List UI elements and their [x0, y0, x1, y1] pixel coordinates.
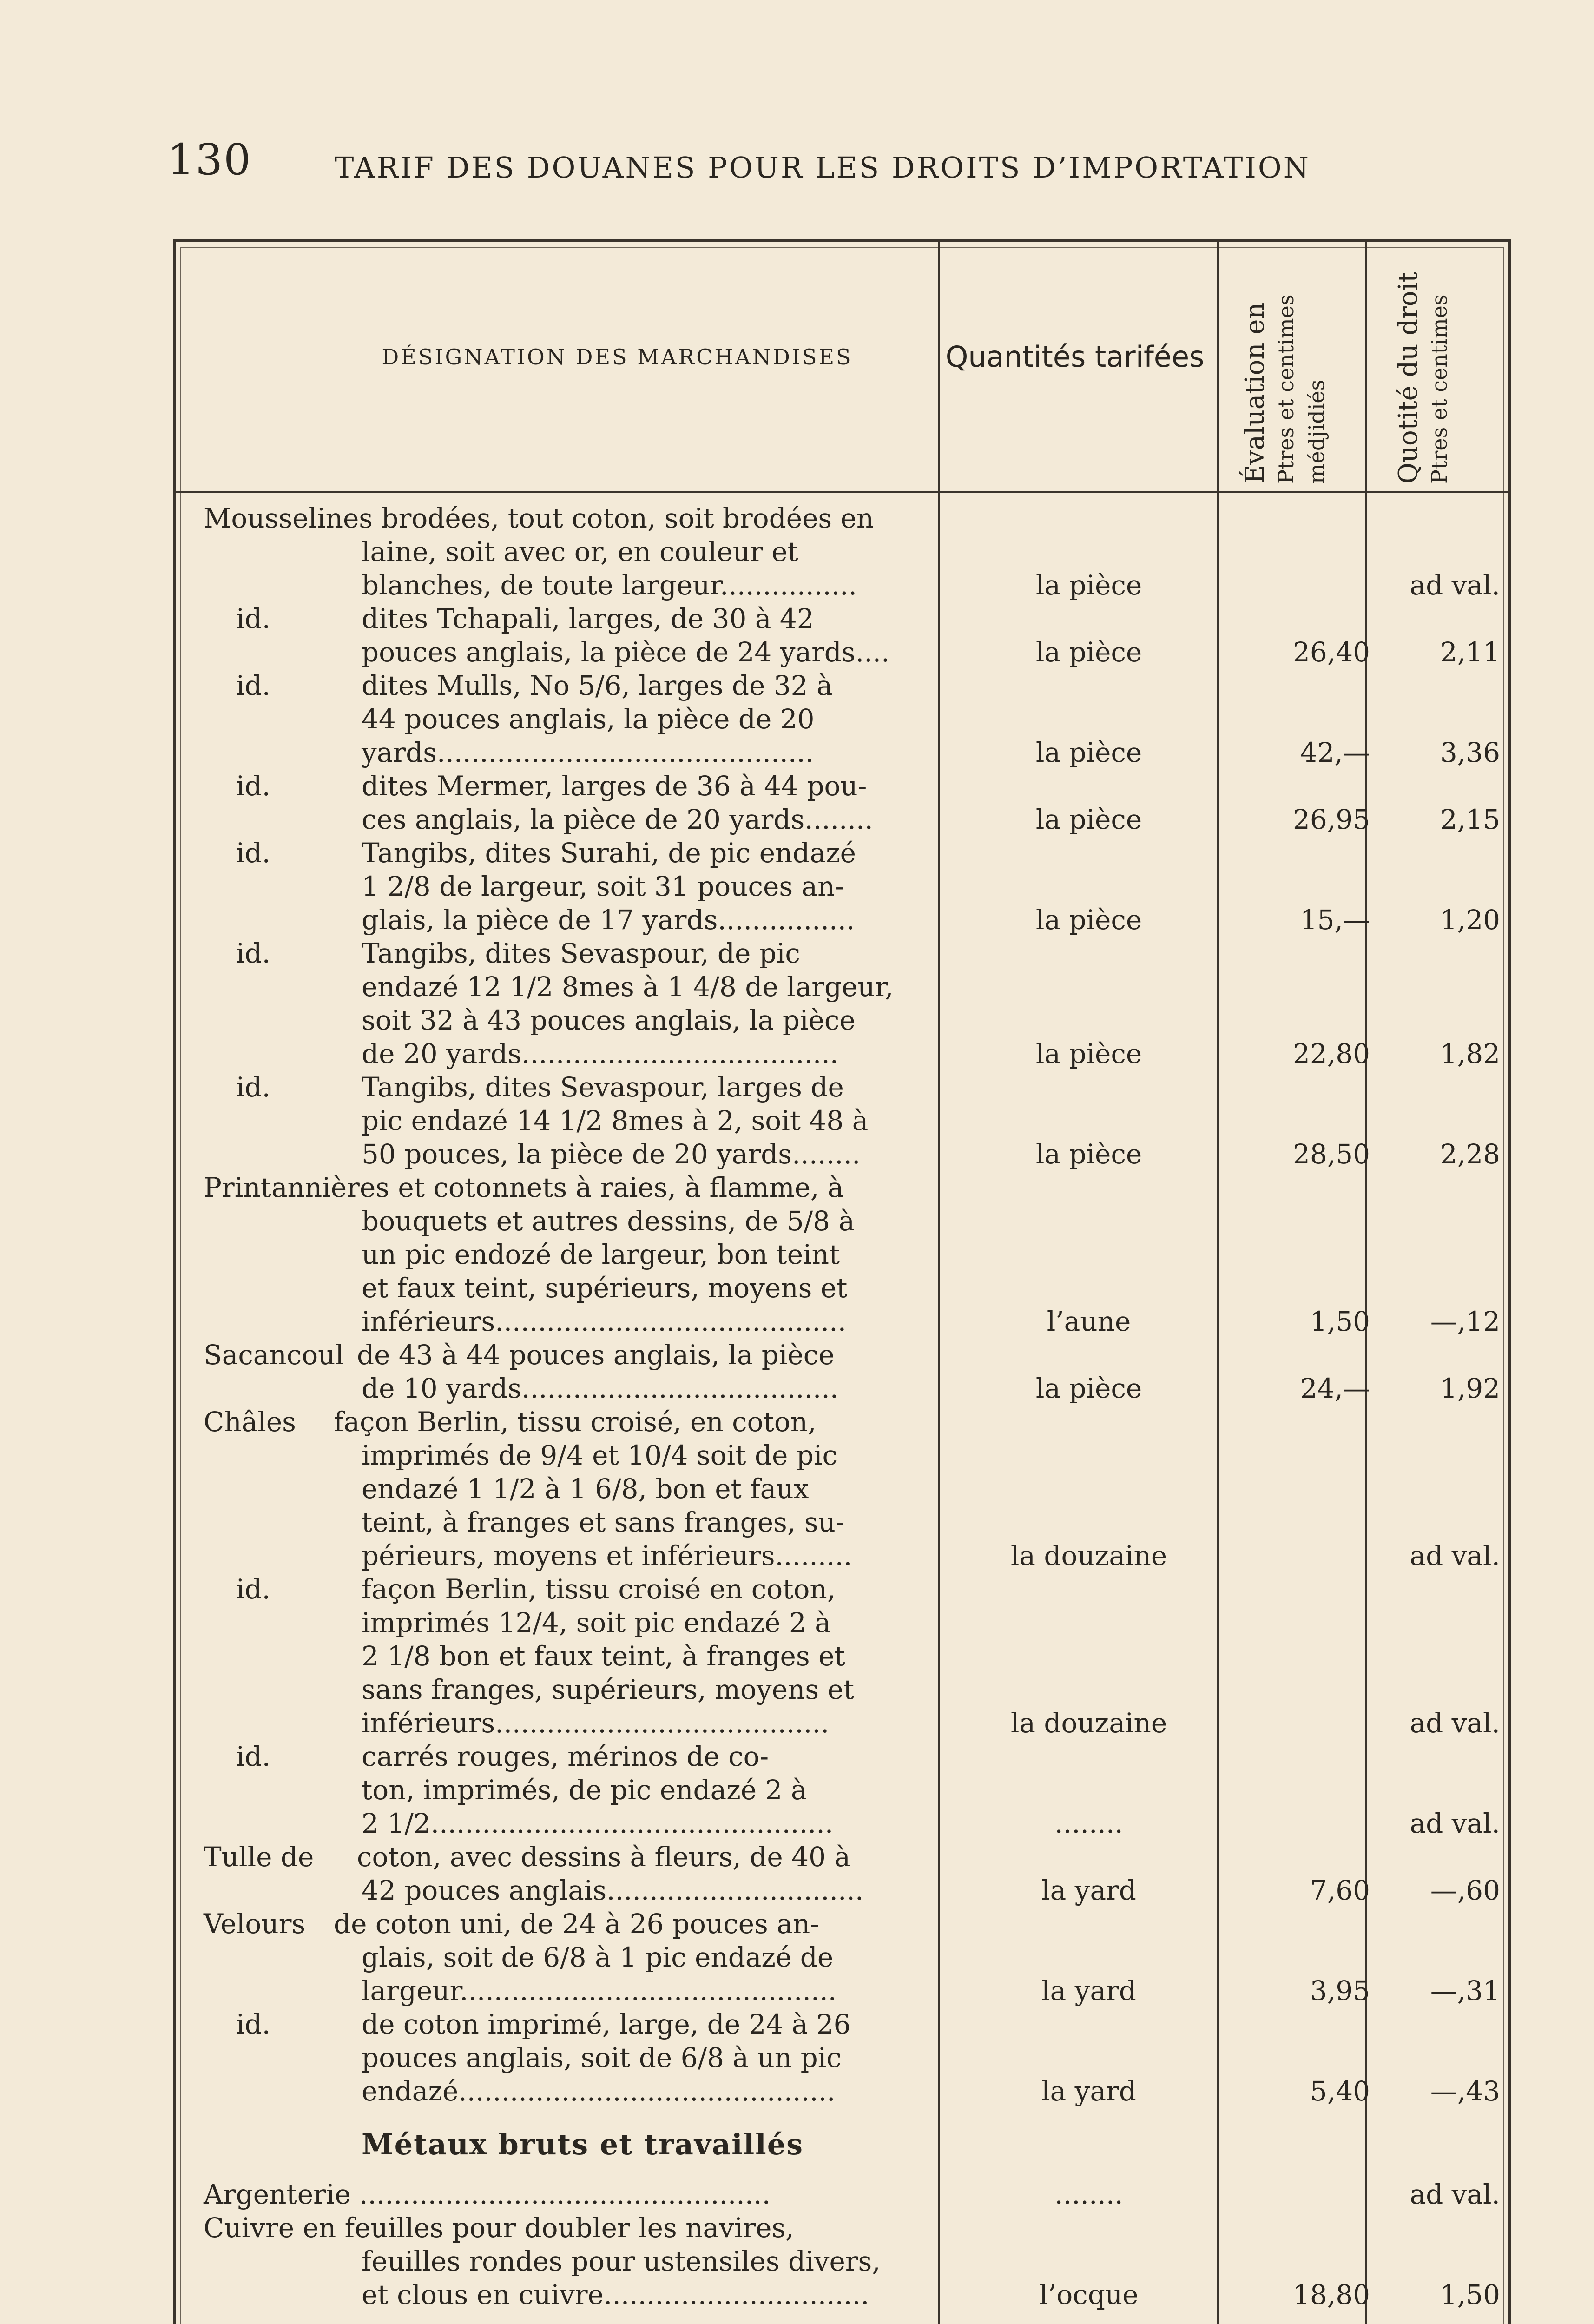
- row-text-line: 50 pouces, la pièce de 20 yards........: [362, 1138, 861, 1170]
- row-text-line: largeur............................................: [362, 1975, 837, 2007]
- row-text-line: et clous en cuivre...............................: [362, 2279, 869, 2311]
- row-quantity: ........: [1054, 2179, 1123, 2210]
- row-quantity: la pièce: [1035, 737, 1142, 768]
- tariff-table: [173, 239, 1511, 2324]
- row-text-line: 42 pouces anglais..............................: [362, 1875, 864, 1906]
- row-quantity: la pièce: [1035, 1138, 1142, 1170]
- row-quantity: la pièce: [1035, 1038, 1142, 1070]
- row-quantity: la douzaine: [1010, 1707, 1167, 1739]
- header-evaluation: [1240, 242, 1332, 484]
- row-prefix: Sacancoul: [204, 1339, 344, 1371]
- row-quantity: la douzaine: [1010, 1540, 1167, 1571]
- column-rule: [938, 242, 940, 2324]
- row-evaluation: 24,—: [1300, 1373, 1370, 1404]
- row-text-line: périeurs, moyens et inférieurs.........: [362, 1540, 852, 1571]
- row-prefix: id.: [236, 938, 271, 969]
- row-text-line: endazé 1 1/2 à 1 6/8, bon et faux: [362, 1473, 809, 1505]
- row-quotite: —,60: [1430, 1875, 1500, 1906]
- column-rule: [1365, 242, 1367, 2324]
- header-quotite: [1393, 242, 1455, 484]
- row-quotite: ad val.: [1410, 1808, 1500, 1839]
- row-quotite: —,31: [1430, 1975, 1500, 2007]
- row-quotite: ad val.: [1410, 1540, 1500, 1571]
- row-text-line: dites Mulls, No 5/6, larges de 32 à: [362, 670, 833, 701]
- row-text-line: 1 2/8 de largeur, soit 31 pouces an-: [362, 871, 844, 902]
- row-text-line: un pic endozé de largeur, bon teint: [362, 1239, 840, 1270]
- row-prefix: Châles: [204, 1406, 296, 1438]
- row-quotite: 2,15: [1440, 804, 1500, 835]
- row-quotite: ad val.: [1410, 1707, 1500, 1739]
- row-text-line: et faux teint, supérieurs, moyens et: [362, 1272, 848, 1304]
- row-text-line: feuilles rondes pour ustensiles divers,: [362, 2245, 881, 2277]
- row-text-line: Mousselines brodées, tout coton, soit brodées en: [204, 502, 874, 534]
- row-quotite: 3,36: [1440, 737, 1500, 768]
- row-quantity: l’ocque: [1039, 2279, 1139, 2311]
- header-evaluation-line1: Évaluation en: [1240, 302, 1270, 484]
- row-prefix: id.: [236, 770, 271, 802]
- header-quotite-line2: Ptres et centimes: [1427, 294, 1452, 484]
- row-quantity: ........: [1054, 1808, 1123, 1839]
- row-evaluation: 7,60: [1310, 1875, 1370, 1906]
- header-evaluation-line2: Ptres et centimes: [1273, 294, 1298, 484]
- row-text-line: carrés rouges, mérinos de co-: [362, 1741, 769, 1772]
- row-text-line: de 20 yards.....................................: [362, 1038, 839, 1070]
- row-text-line: bouquets et autres dessins, de 5/8 à: [362, 1205, 855, 1237]
- row-quotite: —,43: [1430, 2075, 1500, 2107]
- row-text-line: laine, soit avec or, en couleur et: [362, 536, 798, 568]
- row-evaluation: 28,50: [1292, 1138, 1370, 1170]
- row-text-line: ces anglais, la pièce de 20 yards........: [362, 804, 873, 835]
- row-text-line: endazé 12 1/2 8mes à 1 4/8 de largeur,: [362, 971, 894, 1003]
- row-text-line: inférieurs.........................................: [362, 1306, 847, 1337]
- row-quantity: l’aune: [1047, 1306, 1131, 1337]
- row-evaluation: 18,80: [1292, 2279, 1370, 2311]
- row-prefix: Tulle de: [204, 1841, 314, 1873]
- row-text-line: Printannières et cotonnets à raies, à flamme, à: [204, 1172, 844, 1203]
- row-evaluation: 3,95: [1310, 1975, 1370, 2007]
- row-text-line: de coton uni, de 24 à 26 pouces an-: [334, 1908, 819, 1940]
- row-text-line: blanches, de toute largeur................: [362, 569, 857, 601]
- row-text-line: façon Berlin, tissu croisé, en coton,: [334, 1406, 817, 1438]
- running-title: TARIF DES DOUANES POUR LES DROITS D’IMPORTATION: [335, 151, 1311, 185]
- row-prefix: id.: [236, 670, 271, 701]
- table-header: [176, 242, 1508, 493]
- row-text-line: sans franges, supérieurs, moyens et: [362, 1674, 855, 1705]
- header-evaluation-line3: médjidiés: [1304, 379, 1329, 484]
- row-quotite: —,12: [1430, 1306, 1500, 1337]
- section-heading: Métaux bruts et travaillés: [362, 2127, 804, 2161]
- row-quotite: 2,28: [1440, 1138, 1500, 1170]
- row-quotite: 1,20: [1440, 904, 1500, 936]
- row-quantity: la yard: [1041, 1975, 1136, 2007]
- row-prefix: id.: [236, 1741, 271, 1772]
- row-quotite: 1,82: [1440, 1038, 1500, 1070]
- header-designation: DÉSIGNATION DES MARCHANDISES: [382, 344, 853, 370]
- row-text-line: pouces anglais, la pièce de 24 yards....: [362, 636, 890, 668]
- row-text-line: glais, la pièce de 17 yards................: [362, 904, 855, 936]
- row-evaluation: 1,50: [1310, 1306, 1370, 1337]
- row-quantity: la pièce: [1035, 804, 1142, 835]
- row-evaluation: 22,80: [1292, 1038, 1370, 1070]
- column-rule: [1217, 242, 1219, 2324]
- row-evaluation: 15,—: [1300, 904, 1370, 936]
- row-evaluation: 26,95: [1292, 804, 1370, 835]
- row-text-line: imprimés de 9/4 et 10/4 soit de pic: [362, 1439, 837, 1471]
- row-evaluation: 5,40: [1310, 2075, 1370, 2107]
- row-text-line: Cuivre en feuilles pour doubler les navires,: [204, 2212, 794, 2244]
- row-quantity: la pièce: [1035, 904, 1142, 936]
- row-quantity: la pièce: [1035, 569, 1142, 601]
- row-text-line: glais, soit de 6/8 à 1 pic endazé de: [362, 1941, 834, 1973]
- row-text-line: inférieurs.......................................: [362, 1707, 830, 1739]
- row-prefix: id.: [236, 603, 271, 634]
- row-text-line: imprimés 12/4, soit pic endazé 2 à: [362, 1607, 831, 1638]
- row-quotite: 2,11: [1440, 636, 1500, 668]
- row-quantity: la yard: [1041, 1875, 1136, 1906]
- page-number: 130: [167, 135, 252, 185]
- row-text-line: de 43 à 44 pouces anglais, la pièce: [357, 1339, 835, 1371]
- row-quantity: la pièce: [1035, 1373, 1142, 1404]
- row-text-line: façon Berlin, tissu croisé en coton,: [362, 1573, 836, 1605]
- header-quantites: Quantités tarifées: [945, 340, 1205, 374]
- row-evaluation: 26,40: [1292, 636, 1370, 668]
- row-text-line: Tangibs, dites Sevaspour, de pic: [362, 938, 800, 969]
- row-quotite: 1,50: [1440, 2279, 1500, 2311]
- row-prefix: id.: [236, 2008, 271, 2040]
- row-text-line: pic endazé 14 1/2 8mes à 2, soit 48 à: [362, 1105, 869, 1136]
- row-text-line: ton, imprimés, de pic endazé 2 à: [362, 1774, 807, 1806]
- row-text-line: 44 pouces anglais, la pièce de 20: [362, 703, 815, 735]
- row-text-line: yards............................................: [362, 737, 814, 768]
- row-prefix: id.: [236, 1573, 271, 1605]
- row-quotite: ad val.: [1410, 2179, 1500, 2210]
- row-quantity: la pièce: [1035, 636, 1142, 668]
- row-text-line: Tangibs, dites Sevaspour, larges de: [362, 1071, 844, 1103]
- row-text-line: dites Mermer, larges de 36 à 44 pou-: [362, 770, 867, 802]
- row-quotite: ad val.: [1410, 569, 1500, 601]
- row-text-line: soit 32 à 43 pouces anglais, la pièce: [362, 1004, 856, 1036]
- row-text-line: de 10 yards.....................................: [362, 1373, 839, 1404]
- row-text-line: de coton imprimé, large, de 24 à 26: [362, 2008, 851, 2040]
- row-quotite: 1,92: [1440, 1373, 1500, 1404]
- row-text-line: Argenterie ................................................: [204, 2179, 771, 2210]
- row-text-line: pouces anglais, soit de 6/8 à un pic: [362, 2042, 842, 2073]
- row-text-line: teint, à franges et sans franges, su-: [362, 1506, 845, 1538]
- running-head: [167, 135, 1422, 186]
- row-prefix: Velours: [204, 1908, 306, 1940]
- row-prefix: id.: [236, 837, 271, 869]
- row-prefix: id.: [236, 1071, 271, 1103]
- row-quantity: la yard: [1041, 2075, 1136, 2107]
- header-quotite-line1: Quotité du droit: [1393, 271, 1423, 484]
- row-text-line: endazé............................................: [362, 2075, 836, 2107]
- row-text-line: 2 1/2...............................................: [362, 1808, 834, 1839]
- row-evaluation: 42,—: [1300, 737, 1370, 768]
- row-text-line: coton, avec dessins à fleurs, de 40 à: [357, 1841, 850, 1873]
- row-text-line: dites Tchapali, larges, de 30 à 42: [362, 603, 814, 634]
- row-text-line: 2 1/8 bon et faux teint, à franges et: [362, 1640, 845, 1672]
- row-text-line: Tangibs, dites Surahi, de pic endazé: [362, 837, 856, 869]
